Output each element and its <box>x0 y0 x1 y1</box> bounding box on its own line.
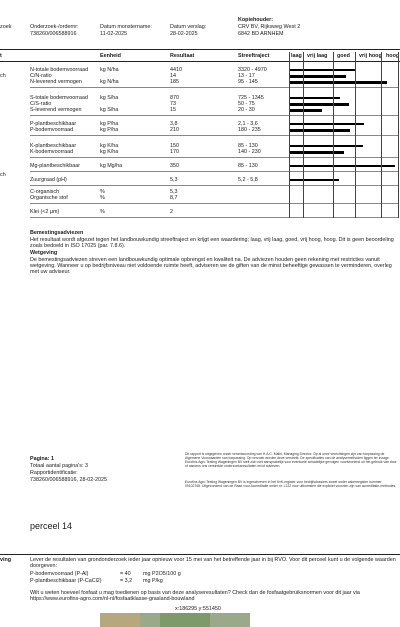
parameter-name: Zuurgraad (pH) <box>30 177 67 183</box>
parameter-unit: kg K/ha <box>100 143 119 149</box>
parameter-result: 170 <box>170 149 179 156</box>
parameter-target: 95 - 145 <box>238 79 258 86</box>
parameter-result: 73 <box>170 101 176 108</box>
table-left-cut-header: t <box>0 53 2 59</box>
p-al-unit: mg P2O5/100 g <box>143 571 181 577</box>
result-level-bar <box>289 69 355 72</box>
class-high: hoog <box>386 53 400 59</box>
parameter-name: P-bodemvoorraad <box>30 127 74 134</box>
result-level-bar <box>289 129 350 132</box>
parameter-name: N-totale bodemvoorraad <box>30 67 89 73</box>
parcel-title: perceel 14 <box>30 521 73 531</box>
parameter-target: 725 - 1345 <box>238 95 264 101</box>
parameter-target: 2,1 - 3,6 <box>238 121 258 127</box>
class-fairly-high: vrij hoog <box>359 53 382 59</box>
result-level-bar <box>289 165 395 168</box>
parameter-target: 85 - 130 <box>238 143 258 149</box>
report-date-label: Datum verslag: <box>170 24 207 30</box>
advice-title: Bemestingsadviezen <box>30 230 84 236</box>
parameter-name: K-bodemvoorraad <box>30 149 74 156</box>
parameter-name: S-totale bodemvoorraad <box>30 95 88 101</box>
registration-text: Eurofins Agro Testing Wageningen BV is ingeschreven in het KvK-register voor bedrijfsdossiers zowel onder zakenregister nummer 09102765. Uitgezonderd van de Raad voor Accreditatie onder nr. L122 voor uitkomsten die expliciet voorzien zijn van accreditatie-methodes. <box>185 480 397 488</box>
left-cut-fragment: ch <box>0 172 6 178</box>
parcel-map-image <box>100 613 250 627</box>
parameter-result: 350 <box>170 163 179 169</box>
parameter-name: P-plantbeschikbaar <box>30 121 77 127</box>
group-divider <box>30 203 398 204</box>
rvo-instruction: Lever de resultaten van grondonderzoek ieder jaar opnieuw voor 15 mei van het betreffende jaar in bij RVO. Voor dit perceel kunt u de volgende waarden doorgeven: <box>30 557 396 570</box>
parameter-result: 150 <box>170 143 179 149</box>
group-divider <box>30 171 398 172</box>
group-divider <box>30 185 398 186</box>
parameter-target: 50 - 75 <box>238 101 255 108</box>
page-number: Pagina: 1 <box>30 456 54 462</box>
parameter-name: Organische stof <box>30 195 68 202</box>
bottom-left-cut: ving <box>0 557 12 563</box>
p-cacl2-unit: mg P/kg <box>143 578 163 584</box>
sample-date-label: Datum monstername: <box>100 24 152 30</box>
parameter-target: 85 - 130 <box>238 163 258 169</box>
result-level-bar <box>289 75 346 78</box>
class-low: laag <box>291 53 302 59</box>
class-grid-line <box>289 52 290 218</box>
parameter-unit: kg P/ha <box>100 121 119 127</box>
group-divider <box>30 135 398 136</box>
parameter-result: 5,3 <box>170 177 178 183</box>
parameter-target: 3320 - 4970 <box>238 67 267 73</box>
parameter-name: N-leverend vermogen <box>30 79 82 86</box>
parameter-target: 13 - 17 <box>238 73 255 80</box>
phosphate-norms-link[interactable]: Wilt u weten hoeveel fosfaat u mag toedienen op basis van deze analyseresultaten? Check dan de fosfaatgebruiksnormen voor dit jaar via https://www.eurofins-agro.com/nl-nl/fosfaatklasse-grasland-bouwland <box>30 590 360 603</box>
parameter-target: 140 - 230 <box>238 149 261 156</box>
parameter-name: C-organisch <box>30 189 60 195</box>
group-divider <box>30 217 398 218</box>
parameter-name: Klei (<2 µm) <box>30 209 60 215</box>
parameter-target: 180 - 235 <box>238 127 261 134</box>
p-al-label: P-bodemvoorraad (P-Al) <box>30 571 89 577</box>
parameter-target: 5,2 - 5,8 <box>238 177 258 183</box>
parameter-name: K-plantbeschikbaar <box>30 143 77 149</box>
class-grid-line <box>398 52 399 218</box>
page-total: Totaal aantal pagina's: 3 <box>30 463 88 469</box>
parameter-unit: kg N/ha <box>100 79 119 86</box>
report-id-value: 738260/006588916, 28-02-2025 <box>30 477 108 483</box>
copy-holder-city: 6842 BD ARNHEM <box>238 31 284 37</box>
group-divider <box>30 87 398 88</box>
class-fairly-low: vrij laag <box>307 53 328 59</box>
legislation-text: De bemestingsadviezen streven een landbouwkundig optimale opbrengst en kwaliteit na. De adviezen houden geen rekening met restricties vanuit wetgeving. Wanneer u op bedrijfsniveau niet voldoende ruimte heeft, adviseren we de giften van de minst beheeftige gewassen te verminderen, overleg met uw adviseur. <box>30 257 392 276</box>
left-cut-fragment: ch <box>0 73 6 79</box>
copy-holder-label: Kopiehouder: <box>238 17 274 23</box>
p-cacl2-label: P-plantbeschikbaar (P-CaCl2) <box>30 578 102 584</box>
group-divider <box>30 115 398 116</box>
parameter-unit: kg K/ha <box>100 149 119 156</box>
result-level-bar <box>289 103 349 106</box>
parameter-unit: % <box>100 195 105 202</box>
parameter-result: 15 <box>170 107 176 114</box>
parameter-result: 8,7 <box>170 195 178 202</box>
parameter-unit: kg Mg/ha <box>100 163 123 169</box>
parameter-name: C/N-ratio <box>30 73 52 80</box>
result-level-bar <box>289 123 364 126</box>
order-number-value: 738260/006588916 <box>30 31 77 37</box>
col-result-header: Resultaat <box>170 53 195 59</box>
parameter-result: 3,8 <box>170 121 178 127</box>
map-coordinates: x:186295 y:551450 <box>175 606 221 612</box>
parameter-unit: % <box>100 189 105 195</box>
parameter-result: 4410 <box>170 67 182 73</box>
order-number-label: Onderzoek-/ordernr: <box>30 24 79 30</box>
bottom-section-rule <box>0 554 400 555</box>
parameter-target: 20 - 30 <box>238 107 255 114</box>
class-grid-line <box>381 52 382 218</box>
class-grid-line <box>333 52 334 218</box>
disclaimer-text: Dit rapport is uitgegeven onder verantwoording van H.A.C. Malin, Managing Director. Op al onze verrichtingen zijn van toepassing de Algemene Voorwaarden van toepassing. Op verzoek worden deze verstrekt. De specificaties van de analysemethoden liggen ter inzage. Eurofins Agro Testing Wageningen BV stelt zich niet aansprakelijk voor eventuele schadelijke gevolgen voortvloeiend uit het gebruik van door of namens ons verstrekte onderzoeksresultaten en/of adviezen. <box>185 452 397 468</box>
result-level-bar <box>289 145 363 148</box>
header-left-cut: zoek <box>0 24 12 30</box>
col-unit-header: Eenheid <box>100 53 121 59</box>
parameter-unit: kg P/ha <box>100 127 119 134</box>
parameter-result: 14 <box>170 73 176 80</box>
group-divider <box>30 157 398 158</box>
class-grid-line <box>303 52 304 218</box>
parameter-unit: kg N/ha <box>100 67 119 73</box>
parameter-unit: % <box>100 209 105 215</box>
parameter-result: 5,3 <box>170 189 178 195</box>
p-al-value: = 40 <box>120 571 131 577</box>
advice-text: Het resultaat wordt afgezet tegen het landbouwkundig streeftraject en krijgt een waardering; laag, vrij laag, goed, vrij hoog, hoog. Dit is geen beoordeling zoals bedoeld in ISO 17025 (par. 7.8.6). <box>30 237 394 250</box>
sample-date-value: 11-02-2025 <box>100 31 128 37</box>
parameter-result: 2 <box>170 209 173 215</box>
report-date-value: 28-02-2025 <box>170 31 198 37</box>
table-header-rule <box>0 61 400 62</box>
col-target-header: Streeftraject <box>238 53 270 59</box>
result-level-bar <box>289 109 322 112</box>
result-level-bar <box>289 151 344 154</box>
p-cacl2-value: = 3,2 <box>120 578 133 584</box>
result-level-bar <box>289 179 339 182</box>
report-id-label: Rapportidentificatie: <box>30 470 78 476</box>
parameter-name: S-leverend vermogen <box>30 107 82 114</box>
parameter-result: 185 <box>170 79 179 86</box>
table-top-rule <box>0 49 400 50</box>
class-good: goed <box>337 53 350 59</box>
copy-holder-name: CRV BV, Rijksweg West 2 <box>238 24 301 30</box>
legislation-title: Wetgeving <box>30 250 58 256</box>
parameter-result: 870 <box>170 95 179 101</box>
parameter-name: C/S-ratio <box>30 101 52 108</box>
parameter-result: 210 <box>170 127 179 134</box>
parameter-unit: kg S/ha <box>100 95 119 101</box>
parameter-name: Mg-plantbeschikbaar <box>30 163 81 169</box>
class-grid-line <box>355 52 356 218</box>
parameter-unit: kg S/ha <box>100 107 119 114</box>
